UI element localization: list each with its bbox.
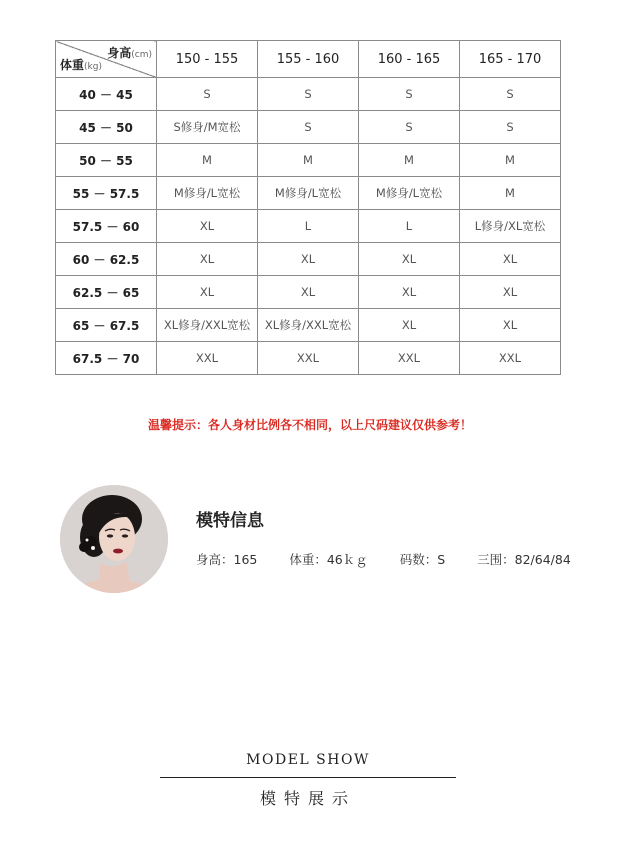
size-chart-row (56, 78, 561, 111)
size-recommendation-cell: M修身/L宽松 (157, 177, 258, 210)
weight-range-cell: 65 － 67.5 (56, 309, 157, 342)
model-info-title: 模特信息 (196, 511, 264, 531)
size-recommendation-cell: XL (460, 309, 561, 342)
size-chart-row (56, 111, 561, 144)
size-recommendation-cell: XL (359, 276, 460, 309)
size-recommendation-cell: S修身/M宽松 (157, 111, 258, 144)
height-column-header: 165 - 170 (460, 41, 561, 78)
height-header-unit: (cm) (131, 50, 152, 60)
weight-range-cell: 67.5 － 70 (56, 342, 157, 375)
size-chart-row (56, 276, 561, 309)
size-recommendation-cell: L修身/XL宽松 (460, 210, 561, 243)
size-chart-row (56, 177, 561, 210)
size-recommendation-cell: XL (460, 243, 561, 276)
model-measurements: 三围：82/64/84 (477, 552, 571, 567)
model-avatar (60, 485, 168, 593)
size-recommendation-cell: S (157, 78, 258, 111)
size-recommendation-cell: XL (460, 276, 561, 309)
height-header (107, 44, 152, 61)
size-chart-row (56, 309, 561, 342)
weight-range-cell: 62.5 － 65 (56, 276, 157, 309)
size-recommendation-cell: M (460, 177, 561, 210)
weight-header-unit: (kg) (84, 62, 102, 72)
size-recommendation-cell: S (359, 111, 460, 144)
size-recommendation-cell: XL (359, 243, 460, 276)
model-info-details (196, 550, 571, 568)
height-header-label: 身高 (107, 46, 132, 60)
size-recommendation-cell: L (359, 210, 460, 243)
size-recommendation-cell: S (460, 111, 561, 144)
weight-range-cell: 45 － 50 (56, 111, 157, 144)
size-recommendation-cell: XL修身/XXL宽松 (258, 309, 359, 342)
size-chart-row (56, 144, 561, 177)
model-show-divider (160, 777, 456, 778)
size-recommendation-cell: XXL (460, 342, 561, 375)
size-recommendation-cell: M修身/L宽松 (258, 177, 359, 210)
size-recommendation-cell: XL (157, 276, 258, 309)
model-height: 身高：165 (196, 552, 258, 567)
size-recommendation-cell: M (460, 144, 561, 177)
size-chart-table (55, 40, 561, 375)
size-recommendation-cell: XXL (258, 342, 359, 375)
weight-range-cell: 57.5 － 60 (56, 210, 157, 243)
size-recommendation-cell: XL (157, 243, 258, 276)
size-recommendation-cell: S (258, 78, 359, 111)
weight-range-cell: 50 － 55 (56, 144, 157, 177)
size-chart-corner-cell (56, 41, 157, 78)
weight-header-label: 体重 (60, 58, 85, 72)
size-chart-row (56, 342, 561, 375)
model-weight: 体重：46ｋｇ (289, 552, 368, 567)
model-portrait-image (60, 485, 168, 593)
height-column-header: 160 - 165 (359, 41, 460, 78)
size-recommendation-cell: L (258, 210, 359, 243)
weight-header (60, 56, 102, 73)
size-recommendation-cell: M (359, 144, 460, 177)
size-recommendation-cell: M (258, 144, 359, 177)
size-chart-row (56, 210, 561, 243)
height-column-header: 150 - 155 (157, 41, 258, 78)
weight-range-cell: 55 － 57.5 (56, 177, 157, 210)
size-recommendation-cell: S (258, 111, 359, 144)
size-recommendation-cell: XL (157, 210, 258, 243)
model-show-heading-english: MODEL SHOW (246, 752, 370, 768)
weight-range-cell: 60 － 62.5 (56, 243, 157, 276)
size-recommendation-cell: XL修身/XXL宽松 (157, 309, 258, 342)
size-recommendation-cell: XL (258, 243, 359, 276)
weight-range-cell: 40 － 45 (56, 78, 157, 111)
size-recommendation-cell: XL (258, 276, 359, 309)
size-recommendation-cell: S (460, 78, 561, 111)
size-recommendation-cell: M修身/L宽松 (359, 177, 460, 210)
size-recommendation-cell: XL (359, 309, 460, 342)
size-recommendation-cell: M (157, 144, 258, 177)
size-recommendation-cell: XXL (157, 342, 258, 375)
model-show-heading-chinese: 模特展示 (259, 789, 356, 808)
size-chart-row (56, 243, 561, 276)
size-chart-header-row (56, 41, 561, 78)
model-size: 码数：S (399, 552, 446, 567)
height-column-header: 155 - 160 (258, 41, 359, 78)
size-recommendation-cell: S (359, 78, 460, 111)
size-recommendation-cell: XXL (359, 342, 460, 375)
size-tip-warning: 温馨提示：各人身材比例各不相同，以上尺码建议仅供参考！ (147, 418, 472, 432)
